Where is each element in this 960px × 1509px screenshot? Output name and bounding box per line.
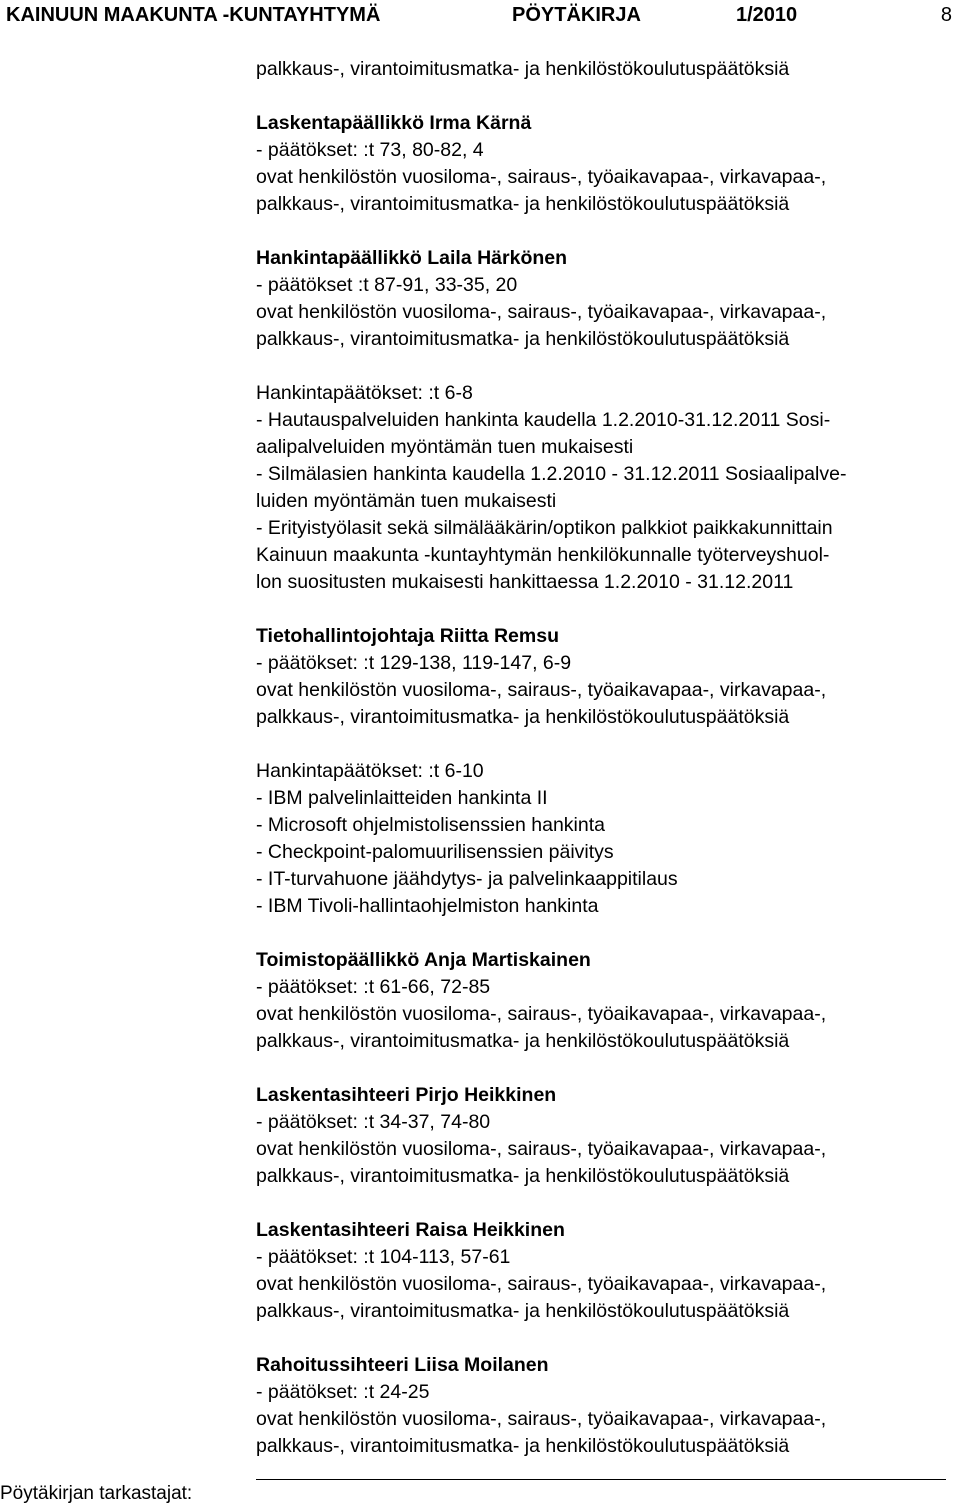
section-heading: Laskentasihteeri Pirjo Heikkinen bbox=[256, 1084, 557, 1106]
document-body bbox=[256, 56, 960, 1460]
section-heading: Laskentasihteeri Raisa Heikkinen bbox=[256, 1219, 565, 1241]
text-line: - päätökset: :t 129-138, 119-147, 6-9 bbox=[256, 652, 572, 674]
text-line: palkkaus-, virantoimitusmatka- ja henkilöstökoulutuspäätöksiä bbox=[256, 193, 790, 215]
section-heading: Rahoitussihteeri Liisa Moilanen bbox=[256, 1354, 549, 1376]
paragraph-spacer bbox=[256, 218, 960, 245]
text-line: - Silmälasien hankinta kaudella 1.2.2010 - 31.12.2011 Sosiaalipalve- bbox=[256, 463, 847, 485]
text-line: - IBM palvelinlaitteiden hankinta II bbox=[256, 787, 548, 809]
paragraph-spacer bbox=[256, 1190, 960, 1217]
text-line: palkkaus-, virantoimitusmatka- ja henkilöstökoulutuspäätöksiä bbox=[256, 706, 790, 728]
text-line: Kainuun maakunta -kuntayhtymän henkilökunnalle työterveyshuol- bbox=[256, 544, 830, 566]
text-line: lon suositusten mukaisesti hankittaessa 1.2.2010 - 31.12.2011 bbox=[256, 571, 794, 593]
section-heading: Tietohallintojohtaja Riitta Remsu bbox=[256, 625, 560, 647]
page-header bbox=[0, 0, 960, 34]
text-line: - päätökset :t 87-91, 33-35, 20 bbox=[256, 274, 518, 296]
text-line: ovat henkilöstön vuosiloma-, sairaus-, työaikavapaa-, virkavapaa-, bbox=[256, 1138, 827, 1160]
text-line: ovat henkilöstön vuosiloma-, sairaus-, työaikavapaa-, virkavapaa-, bbox=[256, 166, 827, 188]
text-line: - päätökset: :t 73, 80-82, 4 bbox=[256, 139, 484, 161]
document-number: 1/2010 bbox=[736, 4, 798, 26]
text-line: ovat henkilöstön vuosiloma-, sairaus-, työaikavapaa-, virkavapaa-, bbox=[256, 1003, 827, 1025]
text-line: ovat henkilöstön vuosiloma-, sairaus-, työaikavapaa-, virkavapaa-, bbox=[256, 679, 827, 701]
text-line: Hankintapäätökset: :t 6-8 bbox=[256, 382, 473, 404]
paragraph-spacer bbox=[256, 1055, 960, 1082]
page-number: 8 bbox=[940, 4, 952, 26]
text-line: - Erityistyölasit sekä silmälääkärin/optikon palkkiot paikkakunnittain bbox=[256, 517, 833, 539]
text-line: ovat henkilöstön vuosiloma-, sairaus-, työaikavapaa-, virkavapaa-, bbox=[256, 301, 827, 323]
paragraph-spacer bbox=[256, 920, 960, 947]
text-line: palkkaus-, virantoimitusmatka- ja henkilöstökoulutuspäätöksiä bbox=[256, 58, 790, 80]
text-line: Hankintapäätökset: :t 6-10 bbox=[256, 760, 484, 782]
text-line: - Microsoft ohjelmistolisenssien hankinta bbox=[256, 814, 605, 836]
footer-reviewers-label: Pöytäkirjan tarkastajat: bbox=[0, 1483, 193, 1504]
paragraph-spacer bbox=[256, 596, 960, 623]
text-line: - päätökset: :t 24-25 bbox=[256, 1381, 430, 1403]
text-line: palkkaus-, virantoimitusmatka- ja henkilöstökoulutuspäätöksiä bbox=[256, 1300, 790, 1322]
paragraph-spacer bbox=[256, 353, 960, 380]
text-line: - IT-turvahuone jäähdytys- ja palvelinkaappitilaus bbox=[256, 868, 678, 890]
text-line: palkkaus-, virantoimitusmatka- ja henkilöstökoulutuspäätöksiä bbox=[256, 1435, 790, 1457]
section-heading: Hankintapäällikkö Laila Härkönen bbox=[256, 247, 568, 269]
text-line: palkkaus-, virantoimitusmatka- ja henkilöstökoulutuspäätöksiä bbox=[256, 328, 790, 350]
section-heading: Laskentapäällikkö Irma Kärnä bbox=[256, 112, 532, 134]
text-line: - Checkpoint-palomuurilisenssien päivitys bbox=[256, 841, 614, 863]
footer-divider bbox=[256, 1479, 946, 1480]
text-line: luiden myöntämän tuen mukaisesti bbox=[256, 490, 557, 512]
organization-name: KAINUUN MAAKUNTA -KUNTAYHTYMÄ bbox=[6, 4, 381, 26]
text-line: - päätökset: :t 34-37, 74-80 bbox=[256, 1111, 491, 1133]
text-line: - IBM Tivoli-hallintaohjelmiston hankinta bbox=[256, 895, 599, 917]
text-line: ovat henkilöstön vuosiloma-, sairaus-, työaikavapaa-, virkavapaa-, bbox=[256, 1273, 827, 1295]
text-line: palkkaus-, virantoimitusmatka- ja henkilöstökoulutuspäätöksiä bbox=[256, 1030, 790, 1052]
text-line: ovat henkilöstön vuosiloma-, sairaus-, työaikavapaa-, virkavapaa-, bbox=[256, 1408, 827, 1430]
text-line: palkkaus-, virantoimitusmatka- ja henkilöstökoulutuspäätöksiä bbox=[256, 1165, 790, 1187]
paragraph-spacer bbox=[256, 1325, 960, 1352]
paragraph-spacer bbox=[256, 731, 960, 758]
text-line: - päätökset: :t 61-66, 72-85 bbox=[256, 976, 491, 998]
text-line: - Hautauspalveluiden hankinta kaudella 1.2.2010-31.12.2011 Sosi- bbox=[256, 409, 831, 431]
text-line: aalipalveluiden myöntämän tuen mukaisesti bbox=[256, 436, 634, 458]
document-type: PÖYTÄKIRJA bbox=[512, 4, 641, 26]
paragraph-spacer bbox=[256, 83, 960, 110]
text-line: - päätökset: :t 104-113, 57-61 bbox=[256, 1246, 511, 1268]
section-heading: Toimistopäällikkö Anja Martiskainen bbox=[256, 949, 591, 971]
